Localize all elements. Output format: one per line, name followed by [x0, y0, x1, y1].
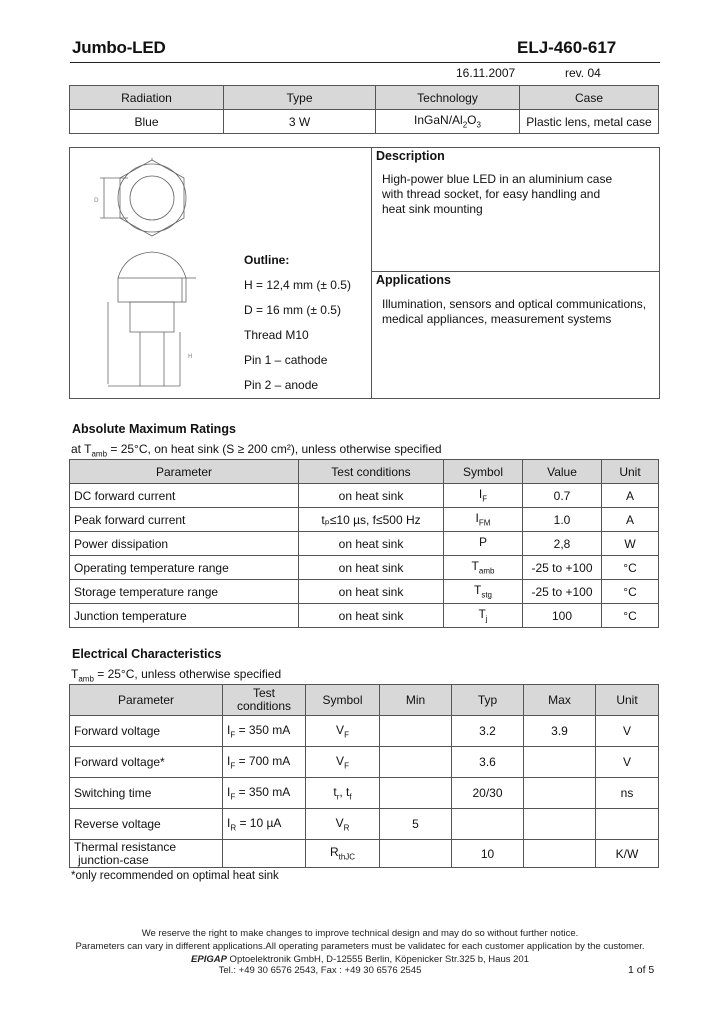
- electrical-max: [524, 840, 596, 868]
- abs-max-value: 100: [523, 604, 602, 628]
- footer-disclaimer: We reserve the right to make changes to improve technical design and may do so without further notice.: [141, 928, 579, 939]
- abs-max-symbol: $T_{stg}$: [444, 580, 523, 604]
- abs-max-parameter: Junction temperature: [70, 604, 299, 628]
- applications-text: [382, 297, 646, 327]
- abs-max-condition: on heat sink: [299, 532, 444, 556]
- outline-pin-1: Pin 1 – cathode: [244, 353, 328, 367]
- electrical-symbol: $t_r$, $t_f$: [306, 778, 380, 809]
- abs-max-unit: W: [602, 532, 659, 556]
- outline-pin-2: Pin 2 – anode: [244, 378, 319, 392]
- electrical-row: [70, 840, 659, 868]
- document-title: Jumbo-LED: [72, 38, 166, 57]
- abs-max-value: -25 to +100: [523, 580, 602, 604]
- electrical-header-unit: Unit: [596, 685, 659, 716]
- footer-parameters-note: Parameters can vary in different applications.All operating parameters must be validatec for each customer application by the customer.: [75, 941, 645, 952]
- electrical-parameter: Thermal resistance junction-case: [70, 840, 223, 868]
- abs-max-symbol: $I_{FM}$: [444, 508, 523, 532]
- abs-max-parameter: Power dissipation: [70, 532, 299, 556]
- abs-max-unit: A: [602, 508, 659, 532]
- electrical-condition: $I_R = 10$ µA: [223, 809, 306, 840]
- abs-max-parameter: DC forward current: [70, 484, 299, 508]
- led-top-view-outer: [118, 164, 186, 232]
- abs-max-header-parameter: Parameter: [70, 460, 299, 484]
- abs-max-row: [70, 604, 659, 628]
- summary-header-technology: Technology: [376, 86, 520, 110]
- electrical-heading: Electrical Characteristics: [72, 647, 222, 661]
- abs-max-condition: tₚ≤10 µs, f≤500 Hz: [299, 508, 444, 532]
- abs-max-row: [70, 508, 659, 532]
- abs-max-condition: on heat sink: [299, 556, 444, 580]
- abs-max-condition: on heat sink: [299, 580, 444, 604]
- electrical-header-min: Min: [380, 685, 452, 716]
- summary-case: Plastic lens, metal case: [520, 110, 659, 134]
- electrical-header-typ: Typ: [452, 685, 524, 716]
- electrical-header-parameter: Parameter: [70, 685, 223, 716]
- outline-diameter: D = 16 mm (± 0.5): [244, 303, 341, 317]
- electrical-max: [524, 747, 596, 778]
- electrical-parameter: Forward voltage: [70, 716, 223, 747]
- abs-max-condition: on heat sink: [299, 604, 444, 628]
- electrical-min: [380, 778, 452, 809]
- abs-max-value: 1.0: [523, 508, 602, 532]
- abs-max-parameter: Storage temperature range: [70, 580, 299, 604]
- electrical-condition: [223, 840, 306, 868]
- electrical-parameter: Forward voltage*: [70, 747, 223, 778]
- electrical-unit: V: [596, 747, 659, 778]
- electrical-typ: 10: [452, 840, 524, 868]
- electrical-max: 3.9: [524, 716, 596, 747]
- footer-brand: EPIGAP: [191, 954, 227, 965]
- led-outline-drawing: [80, 158, 260, 393]
- electrical-min: [380, 840, 452, 868]
- electrical-symbol: $R_{thJC}$: [306, 840, 380, 868]
- info-box: [69, 147, 660, 399]
- electrical-header-conditions: Test conditions: [223, 685, 306, 716]
- drawing-dim-label: D: [94, 197, 99, 204]
- electrical-condition: $I_F = 350$ mA: [223, 778, 306, 809]
- summary-radiation: Blue: [70, 110, 224, 134]
- summary-technology: InGaN/$Al_2O_3$: [376, 110, 520, 134]
- info-box-divider: [371, 148, 372, 398]
- description-line: with thread socket, for easy handling and: [382, 187, 601, 201]
- abs-max-symbol: $T_j$: [444, 604, 523, 628]
- electrical-row: [70, 716, 659, 747]
- applications-heading: Applications: [376, 273, 452, 287]
- outline-heading: Outline:: [244, 253, 290, 267]
- outline-thread: Thread M10: [244, 328, 309, 342]
- page-number: 1 of 5: [628, 964, 655, 976]
- electrical-parameter: Switching time: [70, 778, 223, 809]
- outline-height: H = 12,4 mm (± 0.5): [244, 278, 351, 292]
- abs-max-header-row: [70, 460, 659, 484]
- summary-header-type: Type: [224, 86, 376, 110]
- electrical-table: [69, 684, 659, 868]
- abs-max-unit: °C: [602, 604, 659, 628]
- abs-max-unit: °C: [602, 556, 659, 580]
- summary-header-radiation: Radiation: [70, 86, 224, 110]
- footer-contact: Tel.: +49 30 6576 2543, Fax : +49 30 6576 2545: [218, 965, 422, 976]
- summary-row: [70, 110, 659, 134]
- abs-max-condition: on heat sink: [299, 484, 444, 508]
- description-heading: Description: [376, 149, 445, 163]
- abs-max-header-symbol: Symbol: [444, 460, 523, 484]
- led-lens-profile: [118, 252, 186, 278]
- document-revision: rev. 04: [565, 66, 601, 80]
- electrical-unit: V: [596, 716, 659, 747]
- abs-max-table: [69, 459, 659, 628]
- abs-max-symbol: $I_F$: [444, 484, 523, 508]
- electrical-min: [380, 747, 452, 778]
- abs-max-row: [70, 580, 659, 604]
- electrical-max: [524, 778, 596, 809]
- electrical-condition: $I_F = 700$ mA: [223, 747, 306, 778]
- abs-max-row: [70, 556, 659, 580]
- electrical-row: [70, 778, 659, 809]
- abs-max-symbol: $T_{amb}$: [444, 556, 523, 580]
- electrical-typ: [452, 809, 524, 840]
- electrical-body: [70, 716, 659, 868]
- applications-line: medical appliances, measurement systems: [382, 312, 612, 326]
- abs-max-parameter: Operating temperature range: [70, 556, 299, 580]
- electrical-max: [524, 809, 596, 840]
- electrical-header-row: [70, 685, 659, 716]
- abs-max-row: [70, 532, 659, 556]
- led-body-profile: [118, 278, 186, 302]
- applications-line: Illumination, sensors and optical communications,: [382, 297, 647, 311]
- electrical-row: [70, 809, 659, 840]
- electrical-typ: 3.2: [452, 716, 524, 747]
- abs-max-heading: Absolute Maximum Ratings: [72, 422, 236, 436]
- electrical-footnote: *only recommended on optimal heat sink: [71, 870, 279, 882]
- description-line: heat sink mounting: [382, 202, 483, 216]
- header-rule: [70, 62, 660, 63]
- abs-max-conditions: at $T_{amb} = 25^\circ C$, on heat sink (S ≥ 200 cm²), unless otherwise specified: [71, 442, 442, 459]
- electrical-typ: 3.6: [452, 747, 524, 778]
- electrical-symbol: $V_R$: [306, 809, 380, 840]
- summary-type: 3 W: [224, 110, 376, 134]
- abs-max-unit: °C: [602, 580, 659, 604]
- description-line: High-power blue LED in an aluminium case: [382, 172, 613, 186]
- drawing-dim-label: H: [188, 353, 193, 360]
- electrical-min: [380, 716, 452, 747]
- abs-max-value: 0.7: [523, 484, 602, 508]
- part-number: ELJ-460-617: [517, 38, 617, 57]
- led-top-view-inner: [130, 176, 174, 220]
- electrical-condition: $I_F = 350$ mA: [223, 716, 306, 747]
- electrical-min: 5: [380, 809, 452, 840]
- abs-max-value: -25 to +100: [523, 556, 602, 580]
- abs-max-header-value: Value: [523, 460, 602, 484]
- document-date: 16.11.2007: [456, 66, 516, 80]
- info-box-right-divider: [371, 271, 659, 272]
- electrical-unit: ns: [596, 778, 659, 809]
- abs-max-symbol: P: [444, 532, 523, 556]
- summary-header-case: Case: [520, 86, 659, 110]
- abs-max-value: 2,8: [523, 532, 602, 556]
- abs-max-parameter: Peak forward current: [70, 508, 299, 532]
- electrical-row: [70, 747, 659, 778]
- electrical-symbol: $V_F$: [306, 716, 380, 747]
- description-text: [382, 172, 612, 217]
- electrical-unit: [596, 809, 659, 840]
- footer-address: EPIGAP Optoelektronik GmbH, D-12555 Berlin, Köpenicker Str.325 b, Haus 201: [191, 954, 529, 965]
- electrical-conditions: $T_{amb} = 25^\circ C$, unless otherwise specified: [71, 667, 282, 684]
- electrical-header-max: Max: [524, 685, 596, 716]
- electrical-header-symbol: Symbol: [306, 685, 380, 716]
- abs-max-header-conditions: Test conditions: [299, 460, 444, 484]
- electrical-parameter: Reverse voltage: [70, 809, 223, 840]
- electrical-unit: K/W: [596, 840, 659, 868]
- led-thread-profile: [130, 302, 174, 332]
- abs-max-row: [70, 484, 659, 508]
- summary-table: [69, 85, 659, 134]
- abs-max-header-unit: Unit: [602, 460, 659, 484]
- electrical-typ: 20/30: [452, 778, 524, 809]
- abs-max-unit: A: [602, 484, 659, 508]
- electrical-symbol: $V_F$: [306, 747, 380, 778]
- summary-header-row: [70, 86, 659, 110]
- abs-max-body: [70, 484, 659, 628]
